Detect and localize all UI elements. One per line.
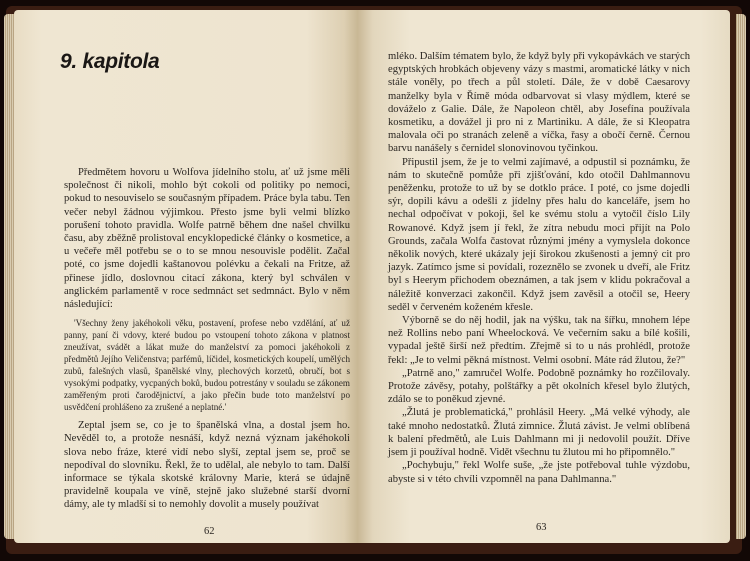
paragraph: Zeptal jsem se, co je to španělská vlna, a dostal jsem ho. Nevěděl to, a protože nesnáší, když nezná význam jakéhokoli slova nebo fráze, které vidí nebo slyší, zeptal jsem se, proč se nepodíval do slovníku. Řekl, že to udělal, ale nebylo to tam. Další informace se týkala skotské královny Marie, která se údajně pravidelně koupala ve víně, stejně jako služebné starší dvorní dámy, ale ty mladší si to nemohly dovolit a musely používat	[64, 420, 350, 511]
paragraph: „Patrně ano," zamručel Wolfe. Podobně poznámky ho rozčilovaly. Protože závěsy, potahy, polštářky a pět okolních křesel bylo žlutých, zdálo se to poněkud zjevné.	[388, 367, 690, 406]
left-page-text	[64, 166, 350, 512]
law-quote	[64, 317, 350, 413]
chapter-title: 9. kapitola	[60, 50, 160, 73]
quote-text: 'Všechny ženy jakéhokoli věku, postavení, profese nebo vzdělání, ať už panny, paní či vdovy, které budou po vstoupení tohoto zákona v platnost zneužívat, svádět a lákat muže do manželství za pomoci jakéhokoli z předmětů Jejího Veličenstva; parfémů, líčidel, kosmetických koupelí, umělých zubů, falešných vlasů, španělské vlny, plechových korzetů, obručí, bot s vysokými podpatky, vycpaných boků, budou potrestány v souladu se zákonem zaměřeným proti čarodějnictví, a jako přečin bude toto manželství po usvědčení prohlášeno za zrušené a neplatné.'	[64, 318, 350, 413]
paragraph: „Žlutá je problematická," prohlásil Heery. „Má velké výhody, ale také mnoho nedostatků. Žlutá zimnice. Žlutá závist. Je velmi oblíbená k balení předmětů, ale Luis Dahlmann mi ji nedovolil použít. Dříve jsem ji používal hodně. Vidět všechnu tu žlutou mi ho připomnělo."	[388, 407, 690, 459]
paragraph: mléko. Dalším tématem bylo, že když byly při vykopávkách ve starých egyptských hrobkách objeveny vázy s mastmi, aromatické látky v nich stále voněly, po třech a půl století. Dále, že v době Caesarovy manželky byla v Římě móda odbarvovat si vlasy mýdlem, které se dováželo z Galie. Dále, že Napoleon chtěl, aby Josefína používala kosmetiku, a dovážel ji pro ni z Martiniku. A dále, že si Kleopatra malovala oči po stranách zeleně a víčka, řasy a obočí černě. Černou barvu nanášely s černidel slonovinovou tyčinkou.	[388, 51, 690, 155]
page-edges-right	[736, 14, 746, 539]
paragraph: Výborně se do něj hodil, jak na výšku, tak na šířku, mnohem lépe než Rollins nebo paní Wheelocková. Ve večerním saku a bílé košili, vypadal ještě širší než předtím. Zřejmě si to u nás prohlédl, protože řekl: „Je to velmi pěkná místnost. Velmi osobní. Máte rád žlutou, že?"	[388, 315, 690, 366]
right-page-text	[388, 50, 690, 486]
paragraph: Předmětem hovoru u Wolfova jídelního stolu, ať už jsme měli společnost či nikoli, mohlo být cokoli od politiky po nemoci, pokud to nesouviselo se současným případem. Práce byla tabu. Ten večer nebyl žádnou výjimkou. Přesto jsme byli velmi blízko porušení tohoto pravidla. Wolfe patrně během dne našel chvilku času, aby zběžně prolistoval encyklopedické články o kosmetice, a u večeře měl potřebu se o to se mnou nesouvisle podělit. Začal poté, co jsme dojedli kaštanovou polévku a čekali na Fritze, až přinese jídlo, doslovnou citací zákona, který byl schválen v anglickém parlamentě v roce sedmnáct set sedmnáct. Bylo v něm následující:	[64, 167, 350, 311]
page-number-right: 63	[536, 522, 547, 533]
paragraph: Připustil jsem, že je to velmi zajímavé, a odpustil si poznámku, že nám to skutečně pomůže při zjišťování, kdo otočil Dahlmannovu peněženku, protože to už by se dotklo práce. I poté, co jsme dojedli sýr, dopili kávu a odešli z jídelny přes halu do kanceláře, jsem ho nechal odpočívat v pokoji, šel ke svému stolu a vytočil číslo Lily Rowanové. Když jsem jí řekl, že zítra nebudu moci přijít na Polo Grounds, začala Wolfa častovat různými jmény a vymyslela dokonce několik nových, které ukázaly její širokou zkušenosti a jemný cit pro jazyk. Zatímco jsme si povídali, rozeznělo se zvonek u dveří, ale Fritz byl s Heerym přichodem obeznámen, a tak jsem v klidu pokračoval a náležitě konverzaci zakončil. Když jsem zavěsil a otočil se, Heery seděl v červeném koženém křesle.	[388, 156, 690, 313]
paragraph: „Pochybuju," řekl Wolfe suše, „že jste potřeboval tuhle výzdobu, abyste si v této chvíli vzpomněl na pana Dahlmanna."	[388, 460, 690, 485]
left-page	[14, 10, 358, 543]
right-page	[358, 10, 730, 543]
page-number-left: 62	[204, 526, 215, 537]
